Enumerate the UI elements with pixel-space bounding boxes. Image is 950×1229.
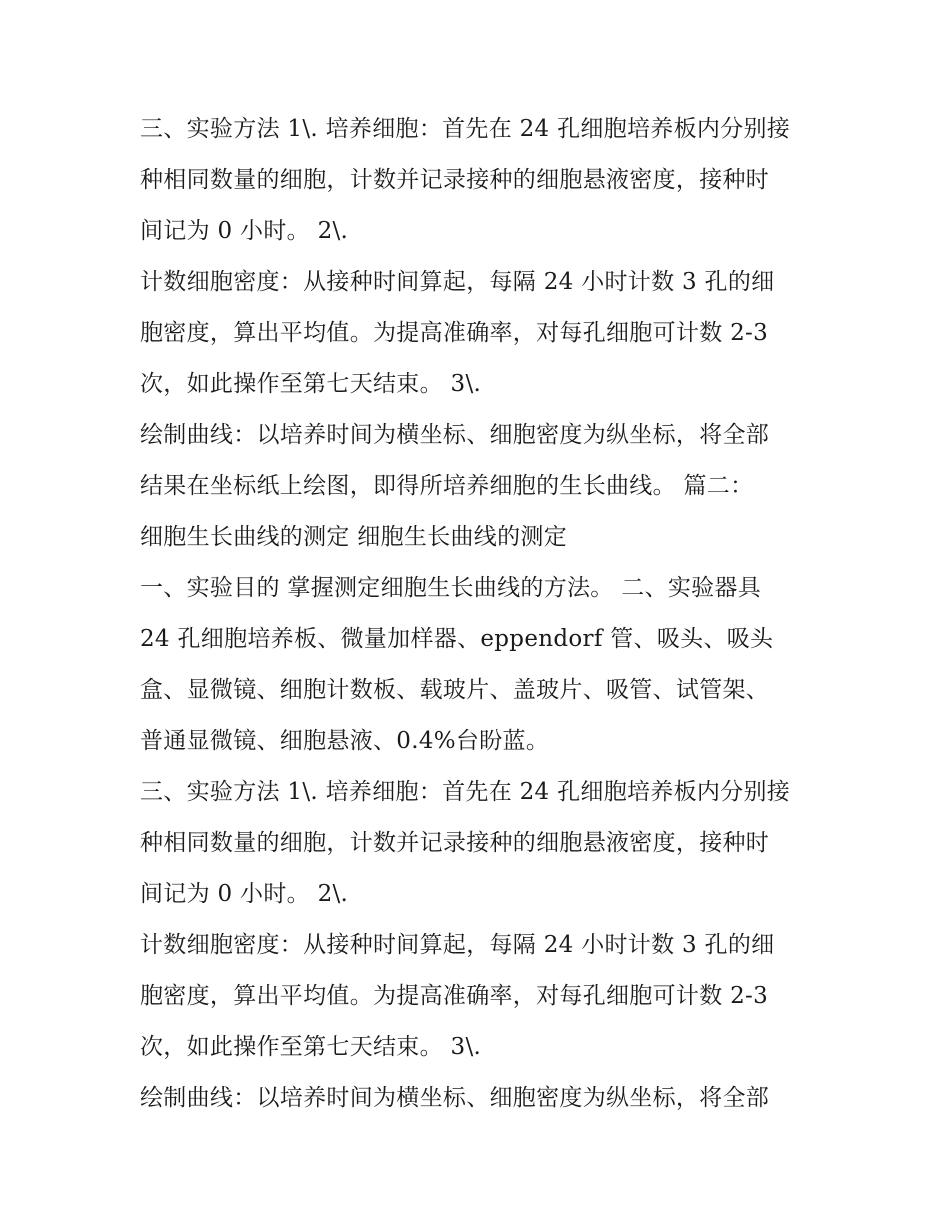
text-line: 次，如此操作至第七天结束。 3\. (140, 1034, 482, 1060)
text-line: 普通显微镜、细胞悬液、0.4%台盼蓝。 (140, 728, 550, 754)
text-line: 三、实验方法 1\. 培养细胞：首先在 24 孔细胞培养板内分别接 (140, 116, 791, 142)
text-line: 24 孔细胞培养板、微量加样器、eppendorf 管、吸头、吸头 (140, 626, 774, 652)
text-line: 一、实验目的 掌握测定细胞生长曲线的方法。 二、实验器具 (140, 575, 762, 601)
text-line: 种相同数量的细胞，计数并记录接种的细胞悬液密度，接种时 (140, 830, 770, 856)
text-line: 盒、显微镜、细胞计数板、载玻片、盖玻片、吸管、试管架、 (140, 677, 770, 703)
text-line: 结果在坐标纸上绘图，即得所培养细胞的生长曲线。 篇二： (140, 473, 754, 499)
text-line: 绘制曲线：以培养时间为横坐标、细胞密度为纵坐标，将全部 (140, 422, 770, 448)
text-line: 计数细胞密度：从接种时间算起，每隔 24 小时计数 3 孔的细 (140, 269, 775, 295)
text-line: 种相同数量的细胞，计数并记录接种的细胞悬液密度，接种时 (140, 167, 770, 193)
text-line: 间记为 0 小时。 2\. (140, 218, 349, 244)
text-line: 计数细胞密度：从接种时间算起，每隔 24 小时计数 3 孔的细 (140, 932, 775, 958)
text-line: 胞密度，算出平均值。为提高准确率，对每孔细胞可计数 2-3 (140, 983, 769, 1009)
text-line: 三、实验方法 1\. 培养细胞：首先在 24 孔细胞培养板内分别接 (140, 779, 791, 805)
text-line: 细胞生长曲线的测定 细胞生长曲线的测定 (140, 524, 568, 550)
text-line: 间记为 0 小时。 2\. (140, 881, 349, 907)
document-body (140, 104, 820, 1124)
text-line: 次，如此操作至第七天结束。 3\. (140, 371, 482, 397)
text-line: 绘制曲线：以培养时间为横坐标、细胞密度为纵坐标，将全部 (140, 1085, 770, 1111)
text-line: 胞密度，算出平均值。为提高准确率，对每孔细胞可计数 2-3 (140, 320, 769, 346)
